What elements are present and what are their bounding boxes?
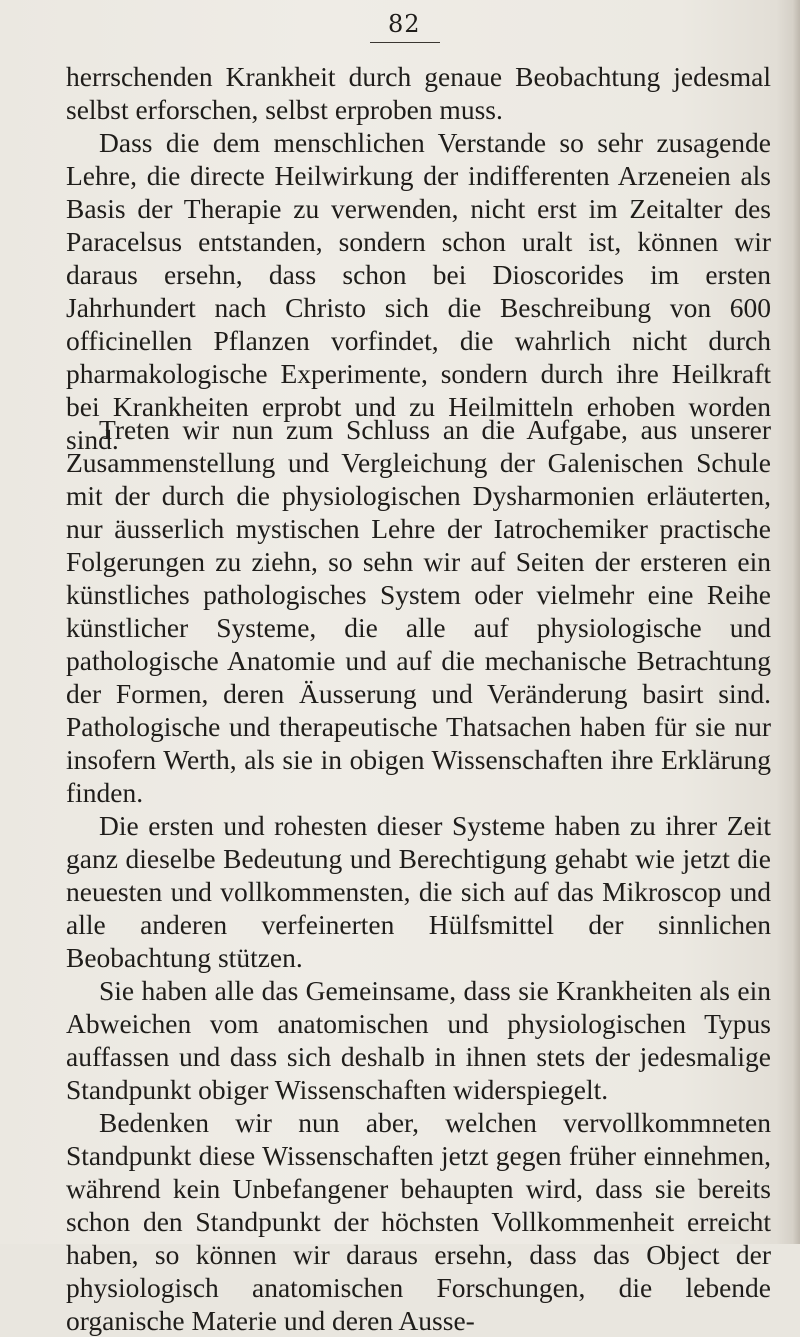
page-number-rule	[370, 42, 440, 43]
paragraph-consider: Bedenken wir nun aber, welchen vervollkommneten Standpunkt diese Wissenschaften jetzt gegen früher einnehmen, während kein Unbefangener behaupten wird, dass sie bereits schon den Standpunkt der höchsten Vollkommenheit erreicht haben, so können wir daraus ersehn, dass das Object der physiologisch anatomischen Forschungen, die lebende organische Materie und deren Ausse-	[66, 1107, 771, 1336]
paragraph-conclusion: Treten wir nun zum Schluss an die Aufgabe, aus unserer Zusammenstellung und Vergleichung der Galenischen Schule mit der durch die physiologischen Dysharmonien erläuterten, nur äusserlich mystischen Lehre der Iatrochemiker practische Folgerungen zu ziehn, so sehn wir auf Seiten der ersteren ein künstliches pathologisches System oder vielmehr eine Reihe künstlicher Systeme, die alle auf physiologische und pathologische Anatomie und auf die mechanische Betrachtung der Formen, deren Äusserung und Veränderung basirt sind. Pathologische und therapeutische Thatsachen haben für sie nur insofern Werth, als sie in obigen Wissenschaften ihre Erklärung finden.	[66, 414, 771, 808]
text-block-top	[66, 60, 771, 456]
paragraph-continuation: herrschenden Krankheit durch genaue Beobachtung jedesmal selbst erforschen, selbst erproben muss.	[66, 61, 771, 125]
paragraph-systems: Die ersten und rohesten dieser Systeme haben zu ihrer Zeit ganz dieselbe Bedeutung und Berechtigung gehabt wie jetzt die neuesten und vollkommensten, die sich auf das Mikroscop und alle anderen verfeinerten Hülfsmittel der sinnlichen Beobachtung stützen.	[66, 810, 771, 973]
page-edge	[792, 0, 800, 1244]
paragraph-dioscorides: Dass die dem menschlichen Verstande so sehr zusagende Lehre, die directe Heilwirkung der indifferenten Arzeneien als Basis der Therapie zu verwenden, nicht erst im Zeitalter des Paracelsus entstanden, sondern schon uralt ist, können wir daraus ersehn, dass schon bei Dioscorides im ersten Jahrhundert nach Christo sich die Beschreibung von 600 officinellen Pflanzen vorfindet, die wahrlich nicht durch pharmakologische Experimente, sondern durch ihre Heilkraft bei Krankheiten erprobt und zu Heilmitteln erhoben worden sind.	[66, 127, 771, 455]
page-number: 82	[388, 10, 421, 38]
paragraph-common: Sie haben alle das Gemeinsame, dass sie Krankheiten als ein Abweichen vom anatomischen und physiologischen Typus auffassen und dass sich deshalb in ihnen stets der jedesmalige Standpunkt obiger Wissenschaften widerspiegelt.	[66, 975, 771, 1105]
text-block-bottom	[66, 413, 771, 1337]
